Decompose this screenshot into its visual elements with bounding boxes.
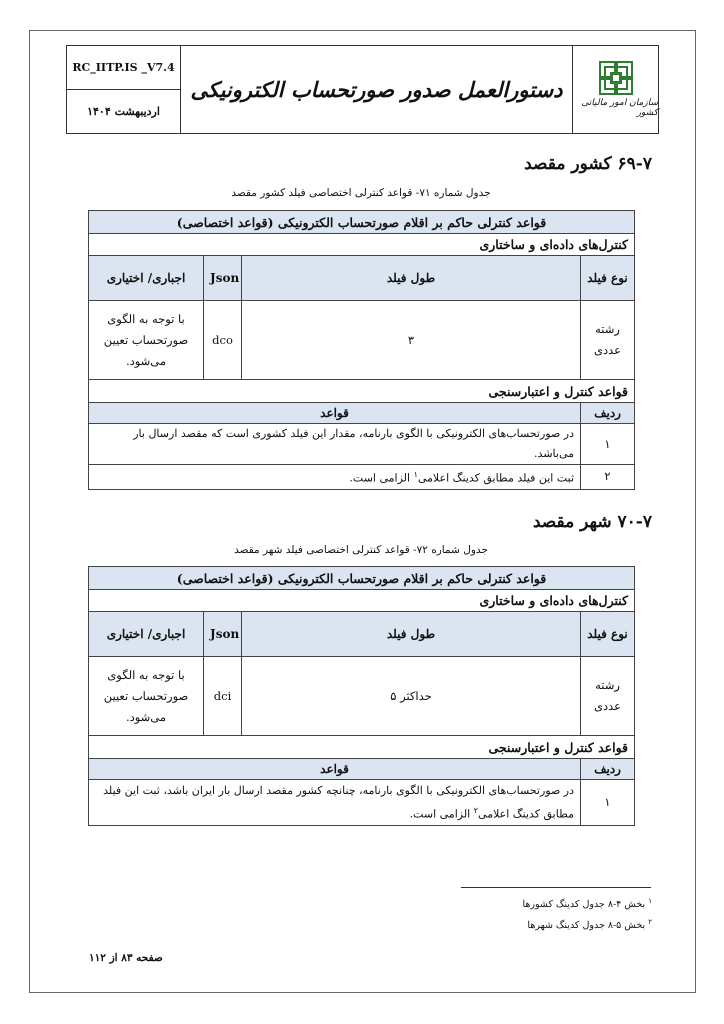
document-title: دستورالعمل صدور صورتحساب الکترونیکی (190, 77, 563, 102)
rule-text: در صورتحساب‌های الکترونیکی با الگوی بارنامه، مقدار این فیلد کشوری است که مقصد ارسال بار می‌باشد. (89, 424, 581, 465)
table-caption-71: جدول شماره ۷۱- قواعد کنترلی اختصاصی فیلد کشور مقصد (231, 187, 491, 199)
field-type-value: رشته عددی (581, 657, 635, 736)
field-type-value: رشته عددی (581, 301, 635, 380)
col-field-length: طول فیلد (242, 256, 581, 301)
section-title-destination-country: ۶۹-۷ کشور مقصد (524, 154, 652, 174)
table-title: قواعد کنترلی حاکم بر اقلام صورتحساب الکترونیکی (قواعد اختصاصی) (89, 567, 635, 590)
rule-text-part: الزامی است. (349, 471, 414, 485)
col-rules: قواعد (89, 759, 581, 780)
required-value: با توجه به الگوی صورتحساب تعیین می‌شود. (89, 301, 204, 380)
json-key-value: dci (204, 657, 242, 736)
rules-table-destination-country (88, 210, 635, 490)
col-field-length: طول فیلد (242, 612, 581, 657)
footnote-1 (523, 897, 653, 910)
col-json: Json (204, 612, 242, 657)
data-controls-label: کنترل‌های داده‌ای و ساختاری (89, 234, 635, 256)
col-json: Json (204, 256, 242, 301)
rules-label: قواعد کنترل و اعتبارسنجی (89, 736, 635, 759)
footnote-mark: ۱ (648, 897, 652, 905)
footnote-mark: ۲ (648, 918, 652, 926)
col-field-type: نوع فیلد (581, 612, 635, 657)
header-meta (67, 46, 181, 133)
col-row-number: ردیف (581, 759, 635, 780)
tax-org-logo-icon (599, 61, 633, 95)
required-value: با توجه به الگوی صورتحساب تعیین می‌شود. (89, 657, 204, 736)
table-title: قواعد کنترلی حاکم بر اقلام صورتحساب الکترونیکی (قواعد اختصاصی) (89, 211, 635, 234)
rules-table-destination-city (88, 566, 635, 826)
col-required: اجباری/ اختیاری (89, 256, 204, 301)
col-rules: قواعد (89, 403, 581, 424)
document-header (66, 45, 659, 134)
page-number: صفحه ۸۳ از ۱۱۲ (89, 952, 163, 964)
org-logo-block (572, 46, 658, 133)
document-code: RC_IITP.IS _V7.4 (67, 46, 180, 90)
document-date: اردیبهشت ۱۴۰۴ (87, 105, 160, 118)
footnote-separator (461, 887, 651, 888)
data-controls-label: کنترل‌های داده‌ای و ساختاری (89, 590, 635, 612)
table-caption-72: جدول شماره ۷۲- قواعد کنترلی اختصاصی فیلد شهر مقصد (234, 544, 488, 556)
col-field-type: نوع فیلد (581, 256, 635, 301)
json-key-value: dco (204, 301, 242, 380)
footnote-ref: ۲ (473, 805, 479, 815)
col-required: اجباری/ اختیاری (89, 612, 204, 657)
rule-row-number: ۱ (581, 424, 635, 465)
rule-text (89, 780, 581, 826)
rule-text (89, 465, 581, 490)
rules-label: قواعد کنترل و اعتبارسنجی (89, 380, 635, 403)
field-length-value: ۳ (242, 301, 581, 380)
footnote-ref: ۱ (413, 470, 418, 479)
rule-text-part: الزامی است. (409, 807, 474, 821)
org-name: سازمان امور مالیاتی کشور (581, 98, 658, 118)
rule-row-number: ۲ (581, 465, 635, 490)
footnote-text: بخش ۵-۸ جدول کدینگ شهرها (527, 920, 646, 932)
footnote-text: بخش ۴-۸ جدول کدینگ کشورها (522, 899, 646, 911)
rule-row-number: ۱ (581, 780, 635, 826)
field-length-value: حداکثر ۵ (242, 657, 581, 736)
footnote-2 (527, 918, 652, 931)
section-title-destination-city: ۷۰-۷ شهر مقصد (532, 512, 652, 532)
rule-text-part: در صورتحساب‌های الکترونیکی با الگوی بارنامه، چنانچه کشور مقصد ارسال بار ایران باشد، ثبت این فیلد مطابق کدینگ اعلامی (103, 783, 575, 821)
rule-text-part: ثبت این فیلد مطابق کدینگ اعلامی (417, 471, 575, 485)
col-row-number: ردیف (581, 403, 635, 424)
